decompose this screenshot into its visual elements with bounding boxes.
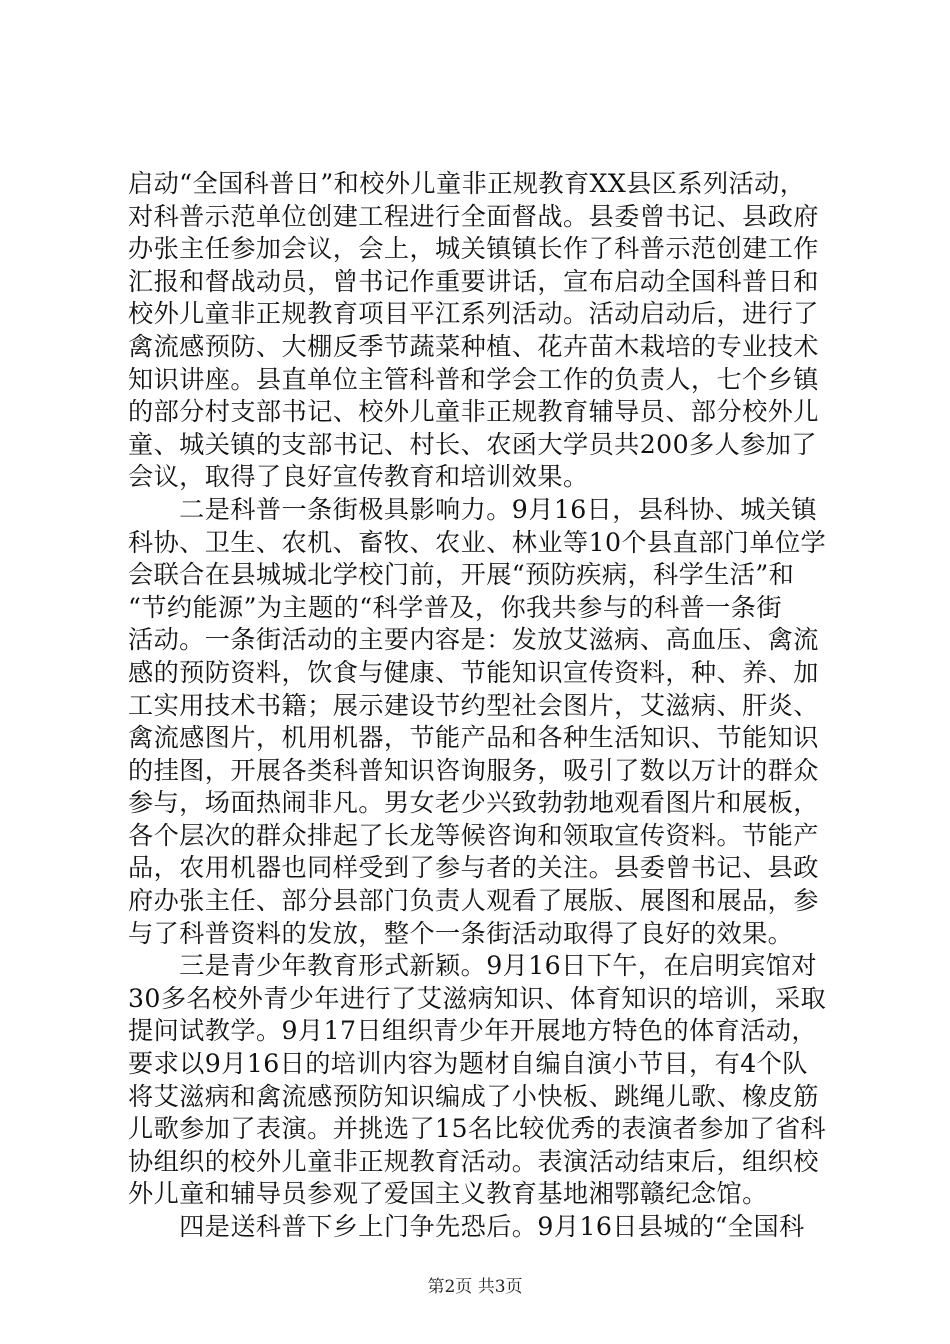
paragraph-4: 四是送科普下乡上门争先恐后。9月16日县城的“全国科 [128,1212,805,1241]
document-body [128,168,836,1244]
paragraph-1: 启动“全国科普日”和校外儿童非正规教育XX县区系列活动， 对科普示范单位创建工程进行全面督战。县委曾书记、县政府 办张主任参加会议，会上，城关镇镇长作了科普示范创建工作 汇报和督战动员，曾书记作重要讲话，宣布启动全国科普日和 校外儿童非正规教育项目平江系列活动。活动启动后，进行了 禽流感预防、大棚反季节蔬菜种植、花卉苗木栽培的专业技术 知识讲座。县直单位主管科普和学会工作的负责人，七个乡镇 的部分村支部书记、校外儿童非正规教育辅导员、部分校外儿 童、城关镇的支部书记、村长、农函大学员共200多人参加了 会议，取得了良好宣传教育和培训效果。 [128,169,819,492]
paragraph-3: 三是青少年教育形式新颖。9月16日下午，在启明宾馆对 30多名校外青少年进行了艾滋病知识、体育知识的培训，采取 提问试教学。9月17日组织青少年开展地方特色的体育活动， 要求以9月16日的培训内容为题材自编自演小节目，有4个队 将艾滋病和禽流感预防知识编成了小快板、跳绳儿歌、橡皮筋 儿歌参加了表演。并挑选了15名比较优秀的表演者参加了省科 协组织的校外儿童非正规教育活动。表演活动结束后，组织校 外儿童和辅导员参观了爱国主义教育基地湘鄂赣纪念馆。 [128,951,827,1209]
paragraph-2: 二是科普一条街极具影响力。9月16日，县科协、城关镇 科协、卫生、农机、畜牧、农业、林业等10个县直部门单位学 会联合在县城城北学校门前，开展“预防疾病，科学生活”和 “节约能源”为主题的“科学普及，你我共参与的科普一条街 活动。一条街活动的主要内容是：发放艾滋病、高血压、禽流 感的预防资料，饮食与健康、节能知识宣传资料，种、养、加 工实用技术书籍；展示建设节约型社会图片，艾滋病、肝炎、 禽流感图片，机用机器，节能产品和各种生活知识、节能知识 的挂图，开展各类科普知识咨询服务，吸引了数以万计的群众 参与，场面热闹非凡。男女老少兴致勃勃地观看图片和展板， 各个层次的群众排起了长龙等候咨询和领取宣传资料。节能产 品，农用机器也同样受到了参与者的关注。县委曾书记、县政 府办张主任、部分县部门负责人观看了展版、展图和展品，参 与了科普资料的发放，整个一条街活动取得了良好的效果。 [128,494,827,948]
page-number-footer: 第2页 共3页 [427,1277,523,1297]
